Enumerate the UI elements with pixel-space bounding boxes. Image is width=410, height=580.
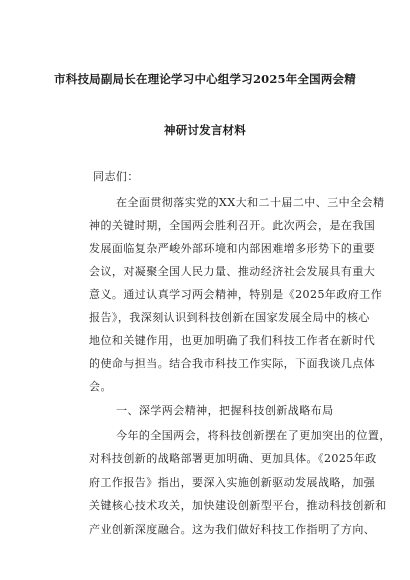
- paragraph-line: 产业创新深度融合。这为我们做好科技工作指明了方向、: [89, 523, 376, 536]
- paragraph-line: 关键核心技术攻关，加快建设创新型平台，推动科技创新和: [89, 499, 387, 512]
- paragraph-line: 神的关键时期，全国两会胜利召开。此次两会，是在我国: [89, 219, 376, 232]
- paragraph-line: 对科技创新的战略部署更加明确、更加具体。《2025年政: [89, 452, 377, 465]
- paragraph-line: 今年的全国两会，将科技创新摆在了更加突出的位置，: [116, 429, 391, 442]
- salutation: 同志们：: [93, 170, 139, 183]
- paragraph-line: 的使命与担当。结合我市科技工作实际，下面我谈几点体: [89, 357, 376, 370]
- document-title-line-1: 市科技局副局长在理论学习中心组学习2025年全国两会精: [54, 72, 356, 86]
- paragraph-line: 会。: [89, 380, 112, 393]
- paragraph-line: 在全面贯彻落实党的XX大和二十届二中、三中全会精: [116, 196, 385, 209]
- paragraph-line: 报告》，我深刻认识到科技创新在国家发展全局中的核心: [89, 311, 370, 324]
- paragraph-line: 府工作报告》指出，要深入实施创新驱动发展战略，加强: [89, 476, 376, 489]
- paragraph-line: 发展面临复杂严峻外部环境和内部困难增多形势下的重要: [89, 242, 376, 255]
- section-heading: 一、深学两会精神，把握科技创新战略布局: [116, 404, 334, 417]
- paragraph-line: 意义。通过认真学习两会精神，特别是《2025年政府工作: [89, 288, 383, 301]
- paragraph-line: 会议，对凝聚全国人民力量、推动经济社会发展具有重大: [89, 265, 376, 278]
- paragraph-line: 地位和关键作用，也更加明确了我们科技工作者在新时代: [89, 334, 376, 347]
- document-title-line-2: 神研讨发言材料: [164, 123, 246, 137]
